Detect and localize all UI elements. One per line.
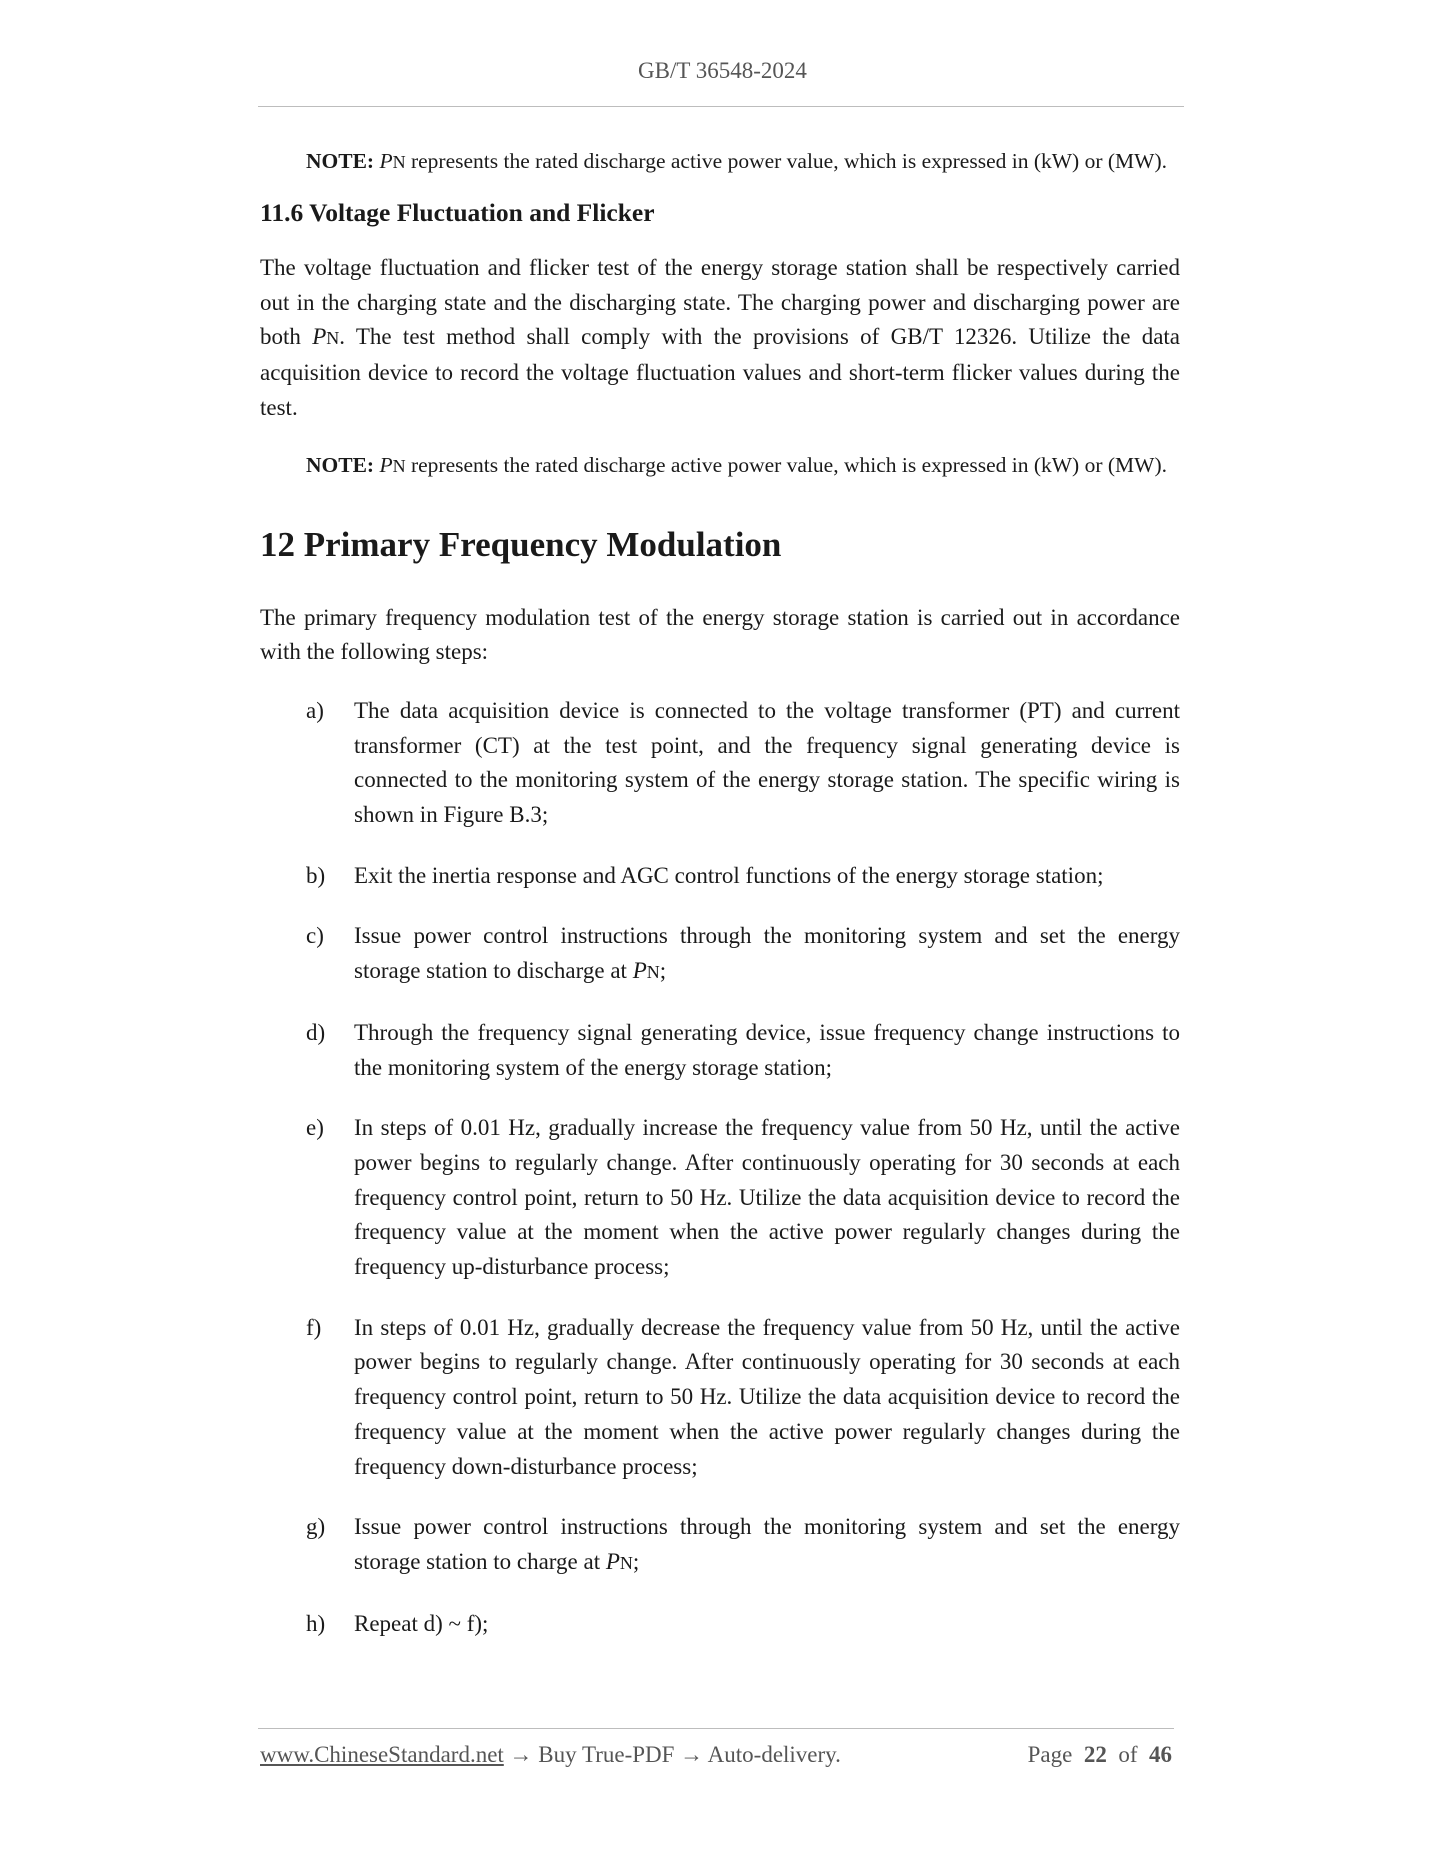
list-item	[260, 1510, 1180, 1580]
chinesestandard-link[interactable]: www.ChineseStandard.net	[260, 1742, 504, 1767]
list-item	[260, 1016, 1180, 1085]
section-11-6-paragraph	[260, 251, 1180, 426]
step-c-subscript: N	[646, 962, 660, 983]
list-item-marker: e)	[306, 1115, 324, 1141]
list-item-marker: c)	[306, 923, 324, 949]
note-1-label: NOTE:	[306, 149, 375, 173]
section-12-intro: The primary frequency modulation test of the energy storage station is carried out in accordance with the following steps:	[260, 604, 1180, 665]
list-item-text: Through the frequency signal generating device, issue frequency change instructions to the monitoring system of the energy storage station;	[354, 1019, 1180, 1080]
note-1-symbol: P	[379, 149, 393, 173]
section-11-6-symbol: P	[312, 324, 327, 350]
list-item-text: Repeat d) ~ f);	[354, 1610, 489, 1636]
list-item	[260, 1111, 1180, 1285]
document-id: GB/T 36548-2024	[638, 58, 807, 83]
list-item-text: The data acquisition device is connected to the voltage transformer (PT) and current transformer (CT) at the test point, and the frequency signal generating device is connected to the monitoring system of the energy storage station. The specific wiring is shown in Figure B.3;	[354, 697, 1180, 828]
list-item-marker: b)	[306, 862, 326, 888]
page-body	[260, 146, 1180, 1667]
step-g-text: Issue power control instructions through the monitoring system and set the energy storage station to charge at	[354, 1514, 1180, 1574]
note-1-text: represents the rated discharge active power value, which is expressed in (kW) or (MW).	[405, 149, 1167, 173]
list-item-text: Exit the inertia response and AGC control functions of the energy storage station;	[354, 862, 1104, 888]
note-2-label: NOTE:	[306, 452, 375, 477]
list-item	[260, 1311, 1180, 1485]
list-item	[260, 859, 1180, 894]
section-11-6-text-a: The voltage fluctuation and flicker test of the energy storage station shall be respectively carried out in the charging state and the discharging state. The charging power and discharging power are both	[260, 255, 1180, 350]
list-item-marker: a)	[306, 697, 324, 723]
note-2-symbol: P	[379, 452, 393, 477]
header-divider	[258, 106, 1184, 107]
page-total: 46	[1149, 1742, 1172, 1767]
list-item-marker: d)	[306, 1019, 326, 1045]
step-c-text: Issue power control instructions through the monitoring system and set the energy storage station to discharge at	[354, 923, 1180, 984]
step-c-tail: ;	[659, 958, 667, 984]
of-label: of	[1118, 1742, 1138, 1767]
step-g-subscript: N	[619, 1552, 633, 1573]
note-2	[260, 450, 1180, 481]
list-item-marker: h)	[306, 1610, 326, 1636]
page-footer	[260, 1742, 1172, 1768]
note-1-subscript: N	[392, 152, 406, 172]
list-item-marker: g)	[306, 1514, 326, 1540]
steps-list	[260, 694, 1180, 1641]
note-1	[260, 146, 1180, 177]
step-g-symbol: P	[605, 1548, 620, 1574]
page-header	[0, 58, 1445, 84]
page-counter	[1028, 1742, 1172, 1768]
list-item-text: In steps of 0.01 Hz, gradually increase the frequency value from 50 Hz, until the active power begins to regularly change. After continuously operating for 30 seconds at each frequency control point, return to 50 Hz. Utilize the data acquisition device to record the frequency value at the moment when the active power regularly changes during the frequency up-disturbance process;	[354, 1115, 1180, 1280]
note-2-text: represents the rated discharge active power value, which is expressed in (kW) or (MW).	[405, 452, 1167, 477]
footer-divider	[258, 1728, 1174, 1729]
list-item-marker: f)	[306, 1314, 322, 1340]
list-item	[260, 1607, 1180, 1642]
footer-left	[260, 1742, 841, 1768]
section-11-6-heading: 11.6 Voltage Fluctuation and Flicker	[260, 198, 655, 227]
page-number: 22	[1083, 1742, 1107, 1767]
footer-promo: → Buy True-PDF → Auto-delivery.	[503, 1742, 841, 1767]
list-item	[260, 694, 1180, 833]
list-item-text	[354, 919, 1180, 989]
list-item	[260, 919, 1180, 989]
page-label: Page	[1027, 1742, 1073, 1767]
list-item-text: In steps of 0.01 Hz, gradually decrease the frequency value from 50 Hz, until the active power begins to regularly change. After continuously operating for 30 seconds at each frequency control point, return to 50 Hz. Utilize the data acquisition device to record the frequency value at the moment when the active power regularly changes during the frequency down-disturbance process;	[354, 1314, 1180, 1479]
list-item-text	[354, 1510, 1180, 1580]
step-g-tail: ;	[632, 1548, 640, 1574]
section-11-6-text-b: . The test method shall comply with the provisions of GB/T 12326. Utilize the data acquisition device to record the voltage fluctuation values and short-term flicker values during the test.	[260, 324, 1181, 420]
note-2-subscript: N	[392, 455, 406, 476]
section-11-6-subscript: N	[326, 328, 340, 349]
step-c-symbol: P	[632, 958, 647, 984]
section-12-heading: 12 Primary Frequency Modulation	[260, 524, 782, 564]
